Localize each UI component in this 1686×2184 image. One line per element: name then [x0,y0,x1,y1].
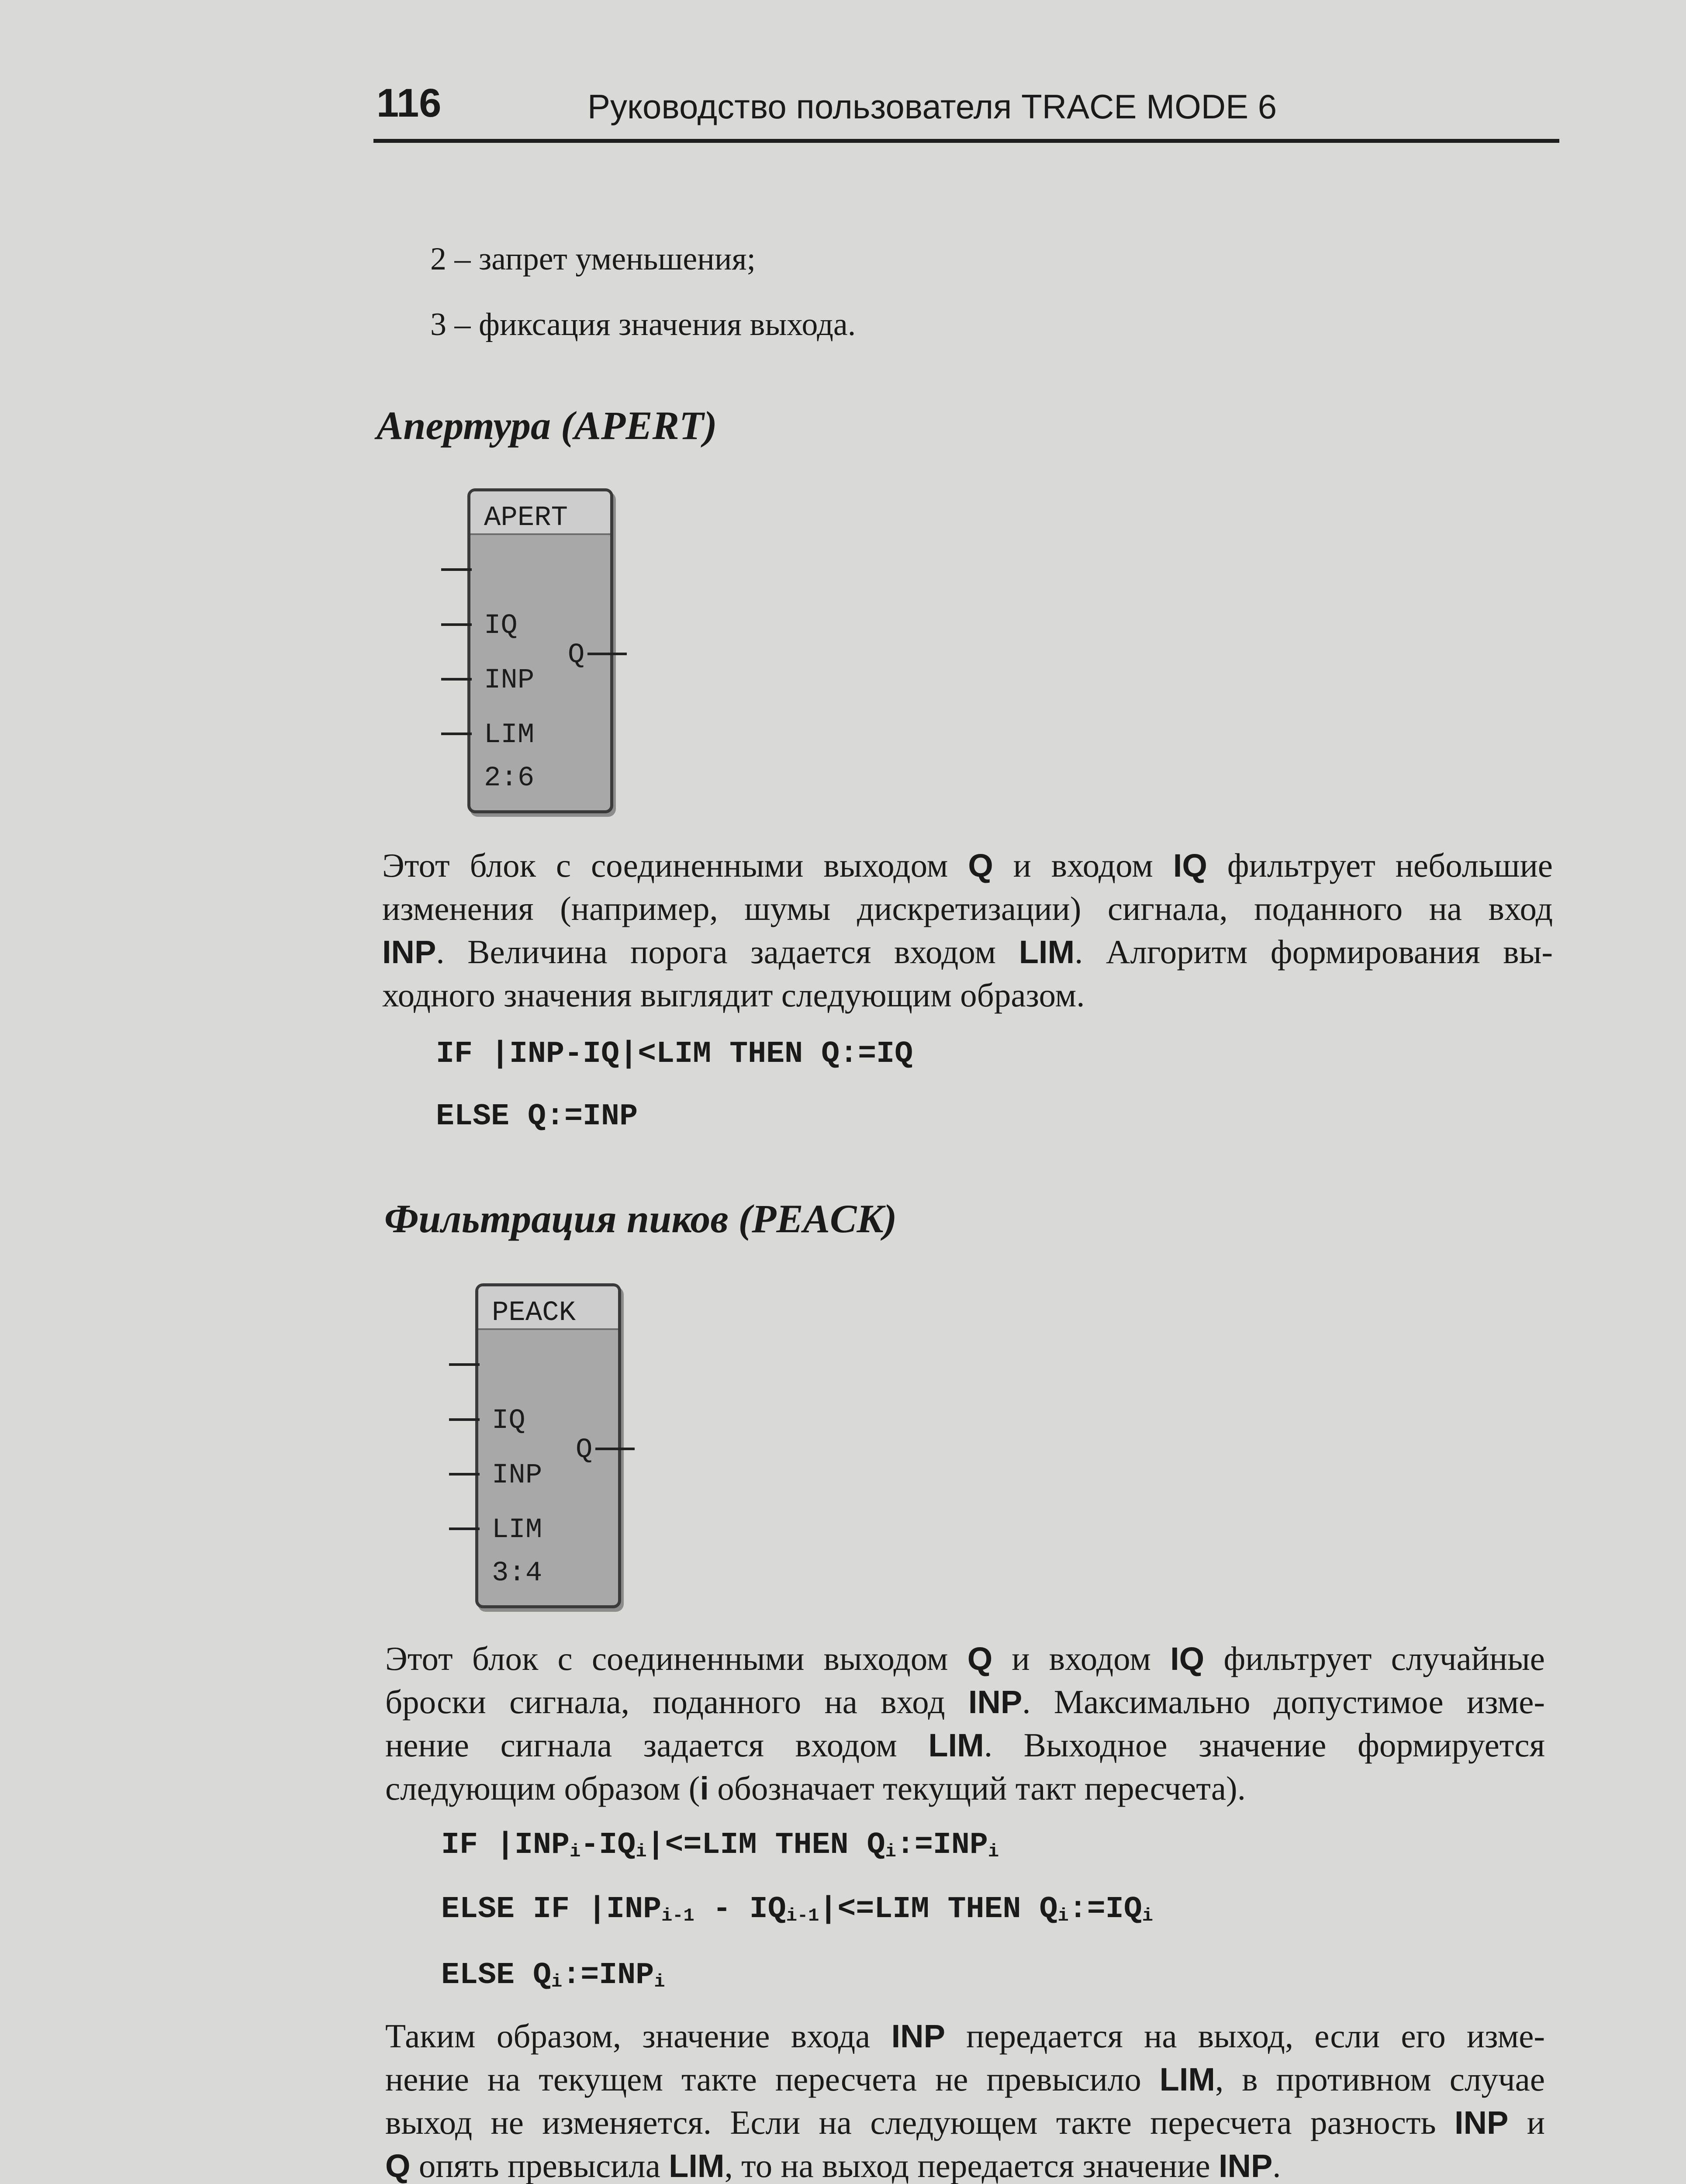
peack-code-line [441,1960,665,1991]
bold-term: INP [891,2018,945,2054]
bold-term: INP [382,934,436,970]
text-run: и входом [992,1640,1171,1677]
peack-code-line [441,1830,999,1861]
text-run: Этот блок с соединенными выходом [385,1640,967,1677]
list-item: 3 – фиксация значения выхода. [430,307,856,342]
apert-description [382,844,1553,1017]
text-run: и входом [993,847,1173,884]
text-run: , то на выход передается значение [724,2147,1219,2184]
peack-block-input-label: IQ [492,1405,525,1437]
apert-block-input-label: INP [484,665,535,696]
code-text: ELSE IF |INP [441,1892,662,1927]
code-text: :=INP [896,1828,988,1863]
text-run: броски сигнала, поданного на вход [385,1683,968,1721]
code-text: -IQ [580,1828,636,1863]
text-run: Этот блок с соединенными выходом [382,847,968,884]
text-run: . Максимально допустимое изме- [1022,1683,1545,1721]
peack-block-index: 3:4 [492,1558,542,1589]
conclusion-line [385,2101,1545,2144]
list-item: 2 – запрет уменьшения; [430,241,756,277]
section-heading-apert: Апертура (APERT) [377,403,717,448]
text-run: нение сигнала задается входом [385,1726,929,1764]
text-run: передается на выход, если его изме- [945,2017,1545,2055]
apert-block-input-pin [441,678,472,681]
text-run: следующим образом ( [385,1769,700,1807]
text-run: опять превысила [410,2147,669,2184]
text-run: изменения (например, шумы дискретизации) сигнала, поданного на вход [382,890,1553,927]
bold-term: IQ [1173,847,1207,884]
code-text: |<=LIM THEN Q [819,1892,1058,1927]
bold-term: Q [385,2148,411,2184]
section-heading-peack: Фильтрация пиков (PEACK) [384,1196,897,1241]
bold-term: LIM [669,2148,725,2184]
text-run: . Величина порога задается входом [436,933,1019,971]
apert-block-index: 2:6 [484,763,535,794]
code-subscript: i [1057,1905,1069,1926]
apert-description-line [382,844,1553,887]
text-run: и [1508,2104,1545,2141]
conclusion-line [385,2015,1545,2058]
peack-block-input-label: INP [492,1460,542,1491]
apert-description-line [382,930,1553,974]
text-run: . Алгоритм формирования вы- [1074,933,1553,971]
peack-code-line [441,1894,1153,1925]
conclusion-paragraph [385,2015,1545,2184]
apert-block-output-label: Q [568,639,585,671]
text-run: выход не изменяется. Если на следующем такте пересчета разность [385,2104,1455,2141]
peack-description-line [385,1724,1545,1767]
peack-block-input-label: LIM [492,1514,542,1546]
peack-block-input-pin [449,1527,480,1530]
apert-code-line: IF |INP-IQ|<LIM THEN Q:=IQ [436,1037,913,1071]
apert-block-input-pin [441,733,472,735]
bold-term: LIM [1159,2061,1216,2098]
text-run: фильтрует небольшие [1207,847,1553,884]
bold-term: IQ [1170,1641,1205,1677]
text-run: обозначает текущий такт пересчета). [708,1769,1246,1807]
apert-block-name: APERT [484,502,568,534]
text-run: ходного значения выглядит следующим образом. [382,976,1085,1014]
apert-code-line: ELSE Q:=INP [436,1099,638,1134]
apert-description-line [382,974,1553,1017]
code-text: ELSE Q [441,1958,552,1993]
bold-term: Q [967,1641,993,1677]
code-subscript: i [570,1841,581,1862]
apert-description-line [382,887,1553,930]
header-rule [373,139,1559,143]
code-text: |<=LIM THEN Q [646,1828,885,1863]
code-subscript: i [1142,1905,1153,1926]
apert-block-input-pin [441,568,472,571]
page-number: 116 [377,81,442,125]
bold-term: i [700,1770,709,1807]
code-subscript: i [654,1971,665,1992]
bold-term: INP [1218,2148,1273,2184]
conclusion-line [385,2144,1545,2184]
bold-term: INP [968,1684,1023,1720]
apert-block-input-pin [441,623,472,626]
code-subscript: i [551,1971,563,1992]
peack-description-line [385,1637,1545,1680]
text-run: фильтрует случайные [1204,1640,1545,1677]
code-subscript: i [988,1841,999,1862]
peack-block-output-pin [595,1448,635,1450]
peack-block-name: PEACK [492,1297,576,1329]
running-header-title: Руководство пользователя TRACE MODE 6 [587,87,1277,126]
text-run: , в противном случае [1215,2060,1545,2098]
peack-block-output-label: Q [576,1434,593,1466]
bold-term: LIM [1019,934,1075,970]
conclusion-line [385,2058,1545,2101]
code-text: - IQ [694,1892,786,1927]
text-run: . [1272,2147,1281,2184]
code-subscript: i [636,1841,647,1862]
peack-description-line [385,1680,1545,1724]
apert-block-input-label: LIM [484,719,535,751]
code-text: :=IQ [1068,1892,1142,1927]
peack-description [385,1637,1545,1810]
code-subscript: i-1 [786,1905,819,1926]
peack-block-input-pin [449,1363,480,1366]
text-run: Таким образом, значение входа [385,2017,891,2055]
text-run: . Выходное значение формируется [984,1726,1545,1764]
code-subscript: i [885,1841,896,1862]
bold-term: INP [1455,2105,1509,2141]
bold-term: LIM [928,1727,984,1763]
code-text: IF |INP [441,1828,570,1863]
code-text: :=INP [562,1958,654,1993]
bold-term: Q [968,847,993,884]
peack-description-line [385,1767,1545,1810]
code-subscript: i-1 [661,1905,694,1926]
apert-block-input-label: IQ [484,610,518,642]
peack-block-input-pin [449,1418,480,1421]
apert-block-output-pin [587,653,627,655]
peack-block-input-pin [449,1473,480,1476]
text-run: нение на текущем такте пересчета не превысило [385,2060,1160,2098]
